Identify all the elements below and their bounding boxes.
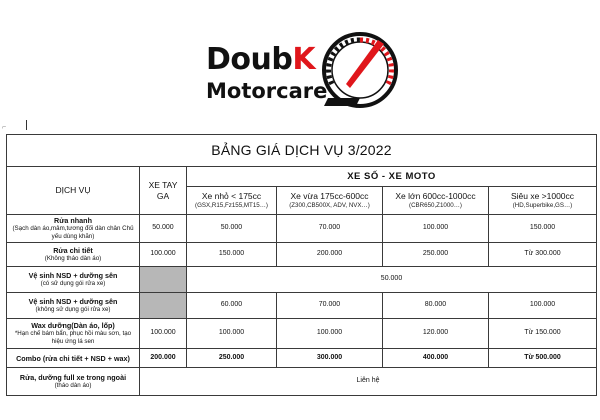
service-cell — [7, 349, 140, 368]
price-cell: 100.000 — [383, 215, 489, 243]
moto-col-large — [383, 187, 489, 215]
service-name: Wax dưỡng(Dàn áo, lốp) — [31, 321, 115, 331]
price-cell: Từ 500.000 — [489, 349, 597, 368]
doubk-motorcare-logo — [204, 26, 400, 114]
price-cell: 400.000 — [383, 349, 489, 368]
price-cell: 150.000 — [489, 215, 597, 243]
service-cell — [7, 319, 140, 349]
price-cell: 100.000 — [277, 319, 383, 349]
scooter-header: XE TAY GA — [140, 167, 187, 215]
corner-mark: ⌐ — [2, 124, 7, 131]
speedometer-icon — [320, 26, 400, 114]
scooter-price: 100.000 — [140, 319, 187, 349]
price-cell: 70.000 — [277, 293, 383, 319]
table-row — [7, 319, 597, 349]
header-row-1 — [7, 167, 597, 187]
merged-price-cell: Liên hệ — [140, 368, 597, 396]
title-row — [7, 135, 597, 167]
service-note: (Không tháo dàn áo) — [44, 255, 102, 263]
price-cell: 80.000 — [383, 293, 489, 319]
text-cursor — [26, 120, 27, 130]
moto-col-name: Siêu xe >1000cc — [510, 191, 575, 202]
moto-col-examples: (GSX,R15,Fz155,MT15…) — [195, 201, 268, 209]
price-cell: 70.000 — [277, 215, 383, 243]
service-cell — [7, 243, 140, 267]
logo-line-2: Motorcare — [206, 79, 328, 103]
service-note: (Sạch dàn áo,mâm,tương đối dàn chân Chủ yếu dùng khăn) — [12, 225, 134, 240]
service-header: DỊCH VỤ — [7, 167, 140, 215]
moto-col-examples: (CBR650,Z1000…) — [409, 201, 462, 209]
table-row — [7, 349, 597, 368]
price-cell: 120.000 — [383, 319, 489, 349]
table-row — [7, 267, 597, 293]
service-name: Rửa nhanh — [54, 216, 92, 226]
scooter-price: 100.000 — [140, 243, 187, 267]
moto-col-name: Xe nhỏ < 175cc — [201, 191, 262, 202]
moto-group-header: XE SỐ - XE MOTO — [187, 167, 597, 187]
price-table — [6, 134, 597, 396]
moto-col-medium — [277, 187, 383, 215]
logo-line-1: DoubK — [206, 42, 316, 77]
price-cell: 100.000 — [489, 293, 597, 319]
service-cell — [7, 267, 140, 293]
moto-col-examples: (Z300,CB500X, ADV, NVX…) — [289, 201, 370, 209]
scooter-price: 50.000 — [140, 215, 187, 243]
moto-col-superbike — [489, 187, 597, 215]
scooter-price: 200.000 — [140, 349, 187, 368]
table-title: BẢNG GIÁ DỊCH VỤ 3/2022 — [7, 135, 597, 167]
price-cell: 250.000 — [383, 243, 489, 267]
service-cell — [7, 368, 140, 396]
table-row — [7, 368, 597, 396]
price-cell: 150.000 — [187, 243, 277, 267]
service-name: Rửa chi tiết — [53, 246, 93, 256]
price-cell: 100.000 — [187, 319, 277, 349]
table-row — [7, 215, 597, 243]
price-cell: Từ 300.000 — [489, 243, 597, 267]
service-note: (có sử dụng gói rửa xe) — [40, 280, 106, 288]
price-cell: Từ 150.000 — [489, 319, 597, 349]
merged-price-cell: 50.000 — [187, 267, 597, 293]
logo-k-letter: K — [292, 42, 316, 77]
service-name: Vệ sinh NSD + dưỡng sên — [28, 271, 118, 281]
price-cell: 300.000 — [277, 349, 383, 368]
service-name: Combo (rửa chi tiết + NSD + wax) — [16, 353, 130, 363]
service-name: Vệ sinh NSD + dưỡng sên — [28, 297, 118, 307]
unavailable-cell — [140, 267, 187, 293]
price-cell: 250.000 — [187, 349, 277, 368]
price-cell: 200.000 — [277, 243, 383, 267]
moto-col-name: Xe vừa 175cc-600cc — [290, 191, 369, 202]
service-name: Rửa, dưỡng full xe trong ngoài — [19, 373, 127, 383]
moto-col-small — [187, 187, 277, 215]
service-cell — [7, 215, 140, 243]
service-note: (không sử dụng gói rửa xe) — [35, 306, 111, 314]
service-cell — [7, 293, 140, 319]
moto-col-name: Xe lớn 600cc-1000cc — [395, 191, 476, 202]
service-note: (tháo dàn áo) — [54, 382, 92, 390]
unavailable-cell — [140, 293, 187, 319]
price-cell: 60.000 — [187, 293, 277, 319]
moto-col-examples: (HD,Superbike,GS…) — [512, 201, 573, 209]
service-note: *Hạn chế bám bẩn, phục hồi màu sơn, tạo hiệu ứng lá sen — [14, 330, 132, 345]
table-row — [7, 243, 597, 267]
table-row — [7, 293, 597, 319]
price-cell: 50.000 — [187, 215, 277, 243]
